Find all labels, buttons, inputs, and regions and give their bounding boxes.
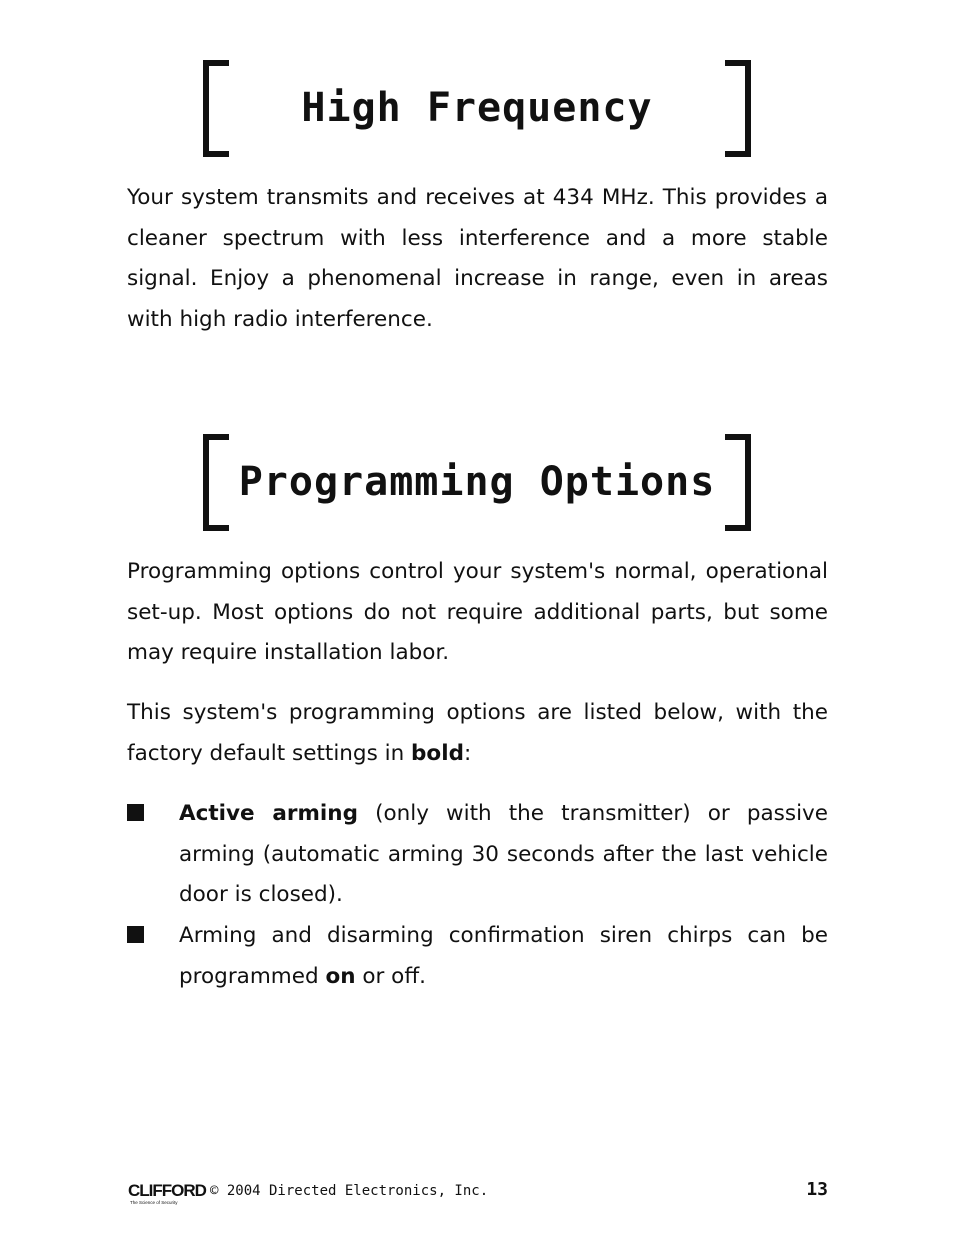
right-bracket [725, 60, 751, 157]
clifford-logo [128, 1182, 206, 1206]
bullet-body-text: (only with the transmitter) or passive arming (automatic arming 30 seconds after the last vehicle door is closed). [179, 801, 828, 907]
section-title: High Frequency [301, 85, 653, 131]
right-bracket [725, 434, 751, 531]
heading-high-frequency [203, 60, 751, 163]
bullet-text [179, 916, 828, 997]
bullet-body-text: Arming and disarming confirmation siren chirps can be programmed [179, 923, 828, 989]
copyright-text: © 2004 Directed Electronics, Inc. [210, 1183, 489, 1199]
paragraph-colon: : [463, 740, 472, 766]
logo-tagline: The Science of Security [130, 1200, 178, 1205]
page-footer [128, 1176, 828, 1210]
bullet-body-text: or off. [355, 963, 426, 989]
programming-defaults-paragraph [127, 693, 828, 774]
programming-intro-paragraph: Programming options control your system's normal, operational set-up. Most options do not require additional parts, but some may require installation labor. [127, 559, 828, 665]
bullet-bold-text: on [325, 963, 356, 989]
heading-programming-options [203, 434, 751, 537]
bullet-bold-text: Active arming [179, 801, 358, 826]
high-frequency-paragraph: Your system transmits and receives at 434 MHz. This provides a cleaner spectrum with less interference and a more stable signal. Enjoy a phenomenal increase in range, even in areas with high radio interference. [127, 185, 828, 332]
square-bullet-icon [127, 926, 144, 943]
list-item [127, 916, 828, 998]
square-bullet-icon [127, 804, 144, 821]
page-number: 13 [806, 1179, 828, 1200]
list-item [127, 794, 828, 916]
bullet-text [179, 794, 828, 916]
logo-wordmark: CLIFFORD [128, 1181, 206, 1200]
paragraph-text: This system's programming options are listed below, with the factory default settings in [127, 700, 828, 766]
bold-word: bold [411, 740, 464, 766]
section-title: Programming Options [238, 459, 716, 505]
